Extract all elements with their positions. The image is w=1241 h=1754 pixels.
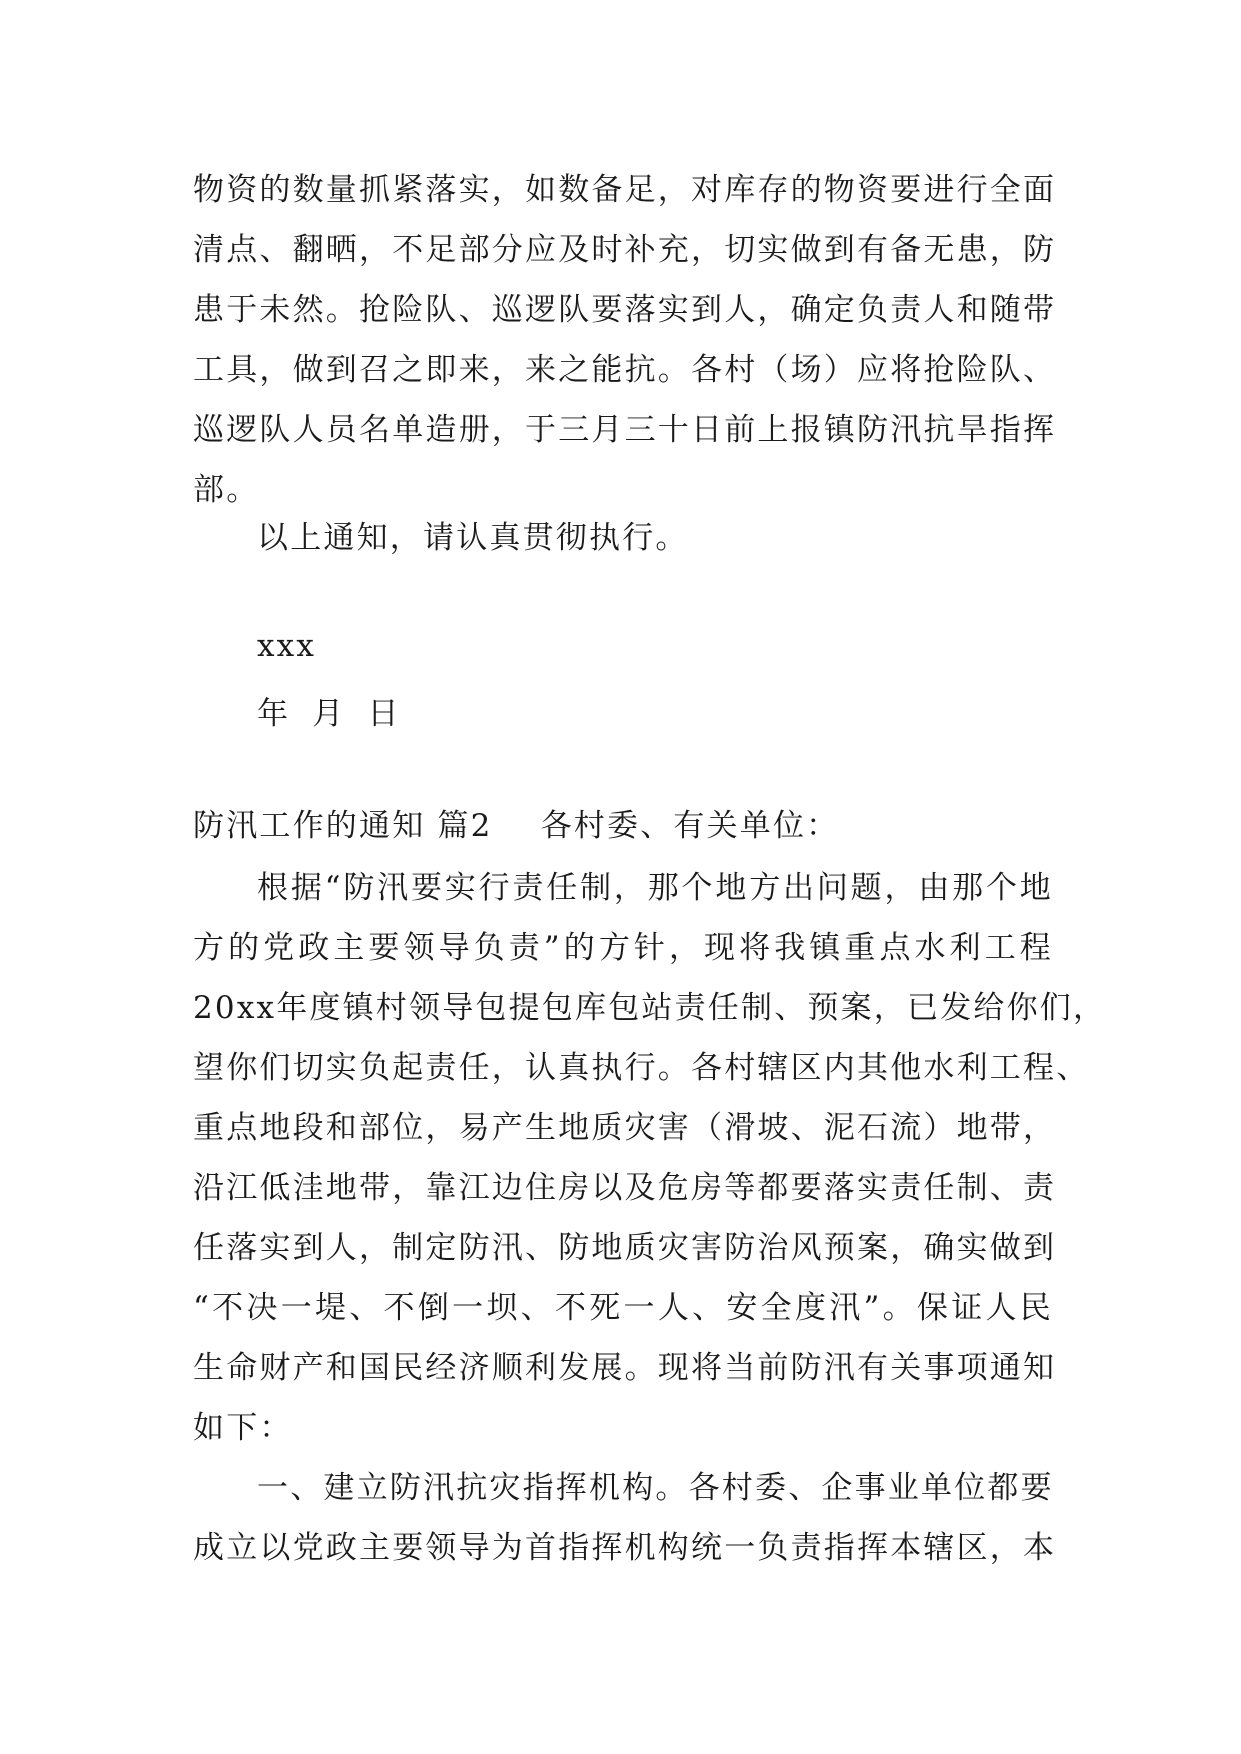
signature-date: 年 月 日	[257, 696, 401, 732]
text-line: 巡逻队人员名单造册，于三月三十日前上报镇防汛抗旱指挥	[193, 412, 1057, 448]
text-line: 沿江低洼地带，靠江边住房以及危房等都要落实责任制、责	[193, 1170, 1057, 1206]
text-line: 任落实到人，制定防汛、防地质灾害防治风预案，确实做到	[193, 1230, 1057, 1266]
text-line: 20xx年度镇村领导包提包库包站责任制、预案，已发给你们，	[193, 990, 1107, 1026]
text-line: 物资的数量抓紧落实，如数备足，对库存的物资要进行全面	[193, 172, 1057, 208]
text-line: 一、建立防汛抗灾指挥机构。各村委、企事业单位都要	[257, 1470, 1054, 1506]
section-heading	[193, 800, 839, 845]
text-line: “不决一堤、不倒一坝、不死一人、安全度汛”。保证人民	[193, 1290, 1053, 1326]
text-line: 根据“防汛要实行责任制，那个地方出问题，由那个地	[257, 870, 1053, 906]
closing-sentence: 以上通知，请认真贯彻执行。	[257, 520, 689, 556]
section-title: 防汛工作的通知 篇2	[193, 808, 493, 844]
text-line: 患于未然。抢险队、巡逻队要落实到人，确定负责人和随带	[193, 292, 1057, 328]
text-line: 如下：	[193, 1410, 293, 1446]
text-line: 成立以党政主要领导为首指挥机构统一负责指挥本辖区，本	[193, 1530, 1057, 1566]
paragraph-item-1	[193, 1458, 1057, 1578]
text-line: 工具，做到召之即来，来之能抗。各村（场）应将抢险队、	[193, 352, 1057, 388]
text-line: 重点地段和部位，易产生地质灾害（滑坡、泥石流）地带，	[193, 1110, 1057, 1146]
paragraph-supplies	[193, 160, 1057, 520]
text-line: 清点、翻晒，不足部分应及时补充，切实做到有备无患，防	[193, 232, 1057, 268]
text-line: 生命财产和国民经济顺利发展。现将当前防汛有关事项通知	[193, 1350, 1057, 1386]
signature-org: xxx	[257, 628, 317, 664]
text-line: 部。	[193, 472, 260, 508]
paragraph-main	[193, 858, 1107, 1458]
recipient-line: 各村委、有关单位：	[540, 808, 840, 844]
text-line: 方的党政主要领导负责”的方针，现将我镇重点水利工程	[193, 930, 1053, 966]
text-line: 望你们切实负起责任，认真执行。各村辖区内其他水利工程、	[193, 1050, 1090, 1086]
